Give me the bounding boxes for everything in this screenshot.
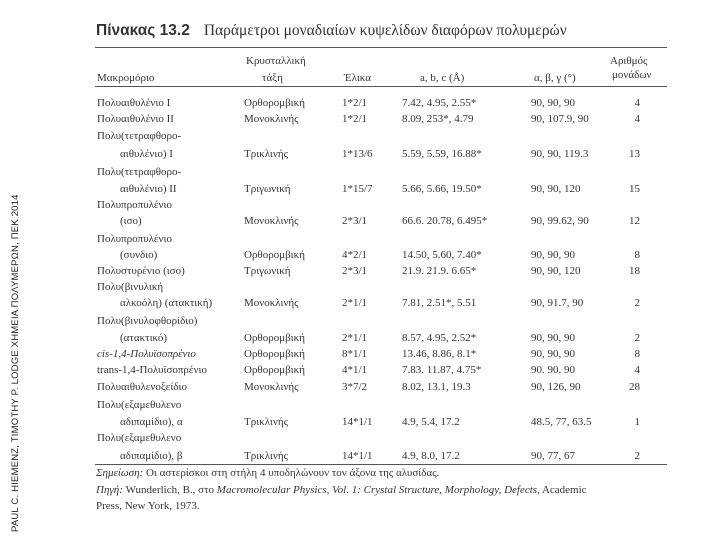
cell-count: 4 (634, 113, 640, 125)
cell-count: 1 (634, 416, 640, 428)
cell-polymer-cont: αδιπαμίδιο), α (120, 416, 183, 428)
cell-polymer-cont: αλκοόλη) (ατακτική) (120, 297, 213, 309)
cell-polymer: Πολυαιθυλένιο II (97, 113, 174, 125)
header-rule (95, 86, 667, 87)
cell-count: 4 (634, 364, 640, 376)
cell-crystal: Μονοκλινής (244, 215, 299, 227)
source-text-2: , Academic (537, 484, 587, 496)
cell-helix: 1*15/7 (342, 183, 373, 195)
cell-polymer-cont: αιθυλένιο) I (120, 148, 173, 160)
cell-helix: 3*7/2 (342, 381, 368, 393)
table-number: Πίνακας 13.2 (96, 22, 190, 39)
cell-count: 8 (634, 249, 640, 261)
cell-crystal: Ορθορομβική (244, 364, 305, 376)
cell-angles: 90, 90, 90 (531, 249, 575, 261)
cell-polymer-cont: (ισο) (120, 215, 142, 227)
header-helix: Έλικα (344, 72, 372, 84)
cell-polymer-cont: αιθυλένιο) II (120, 183, 177, 195)
cell-abc: 5.66, 5.66, 19.50* (402, 183, 482, 195)
cell-angles: 90, 90, 120 (531, 183, 581, 195)
cell-crystal: Τριγωνική (244, 183, 291, 195)
cell-polymer: Πολυ(τετραφθορο- (97, 130, 182, 142)
cell-polymer: Πολυ(βινυλοφθορίδιο) (97, 315, 198, 327)
header-crystal-2: τάξη (262, 72, 283, 84)
cell-polymer: Πολυ(βινυλική (97, 281, 164, 293)
cell-angles: 90, 99.62, 90 (531, 215, 589, 227)
cell-abc: 21.9. 21.9. 6.65* (402, 265, 477, 277)
cell-count: 2 (634, 297, 640, 309)
cell-polymer (97, 348, 196, 360)
cell-helix: 2*1/1 (342, 297, 368, 309)
cell-crystal: Τριγωνική (244, 265, 291, 277)
cell-helix: 1*2/1 (342, 113, 368, 125)
cell-count: 18 (629, 265, 640, 277)
cell-helix: 1*2/1 (342, 97, 368, 109)
cell-count: 8 (634, 348, 640, 360)
cell-count: 15 (629, 183, 640, 195)
cell-abc: 66.6. 20.78, 6.495* (402, 215, 488, 227)
cell-abc: 8.57, 4.95, 2.52* (402, 332, 477, 344)
cell-polymer-cont: (ατακτικό) (120, 332, 167, 344)
cell-abc: 8.02, 13.1, 19.3 (402, 381, 471, 393)
cell-angles: 90, 90, 119.3 (531, 148, 589, 160)
cell-count: 13 (629, 148, 640, 160)
cell-crystal: Μονοκλινής (244, 297, 299, 309)
cell-angles: 90, 126, 90 (531, 381, 581, 393)
cell-count: 12 (629, 215, 640, 227)
cell-count: 2 (634, 332, 640, 344)
cell-crystal: Ορθορομβική (244, 348, 305, 360)
cell-polymer: Πολυ(εξαμεθυλενο (97, 432, 182, 444)
cell-crystal: Ορθορομβική (244, 97, 305, 109)
table-note (96, 467, 439, 479)
cell-polymer-cont: αδιπαμίδιο), β (120, 450, 183, 462)
cell-crystal: Τρικλινής (244, 148, 288, 160)
cell-helix: 4*1/1 (342, 364, 368, 376)
cell-angles: 90, 90, 90 (531, 97, 575, 109)
cell-crystal: Τρικλινής (244, 450, 288, 462)
cell-polymer: trans-1,4-Πολυϊσοπρένιο (97, 364, 207, 376)
cell-polymer-italic: cis-1,4-Πολυϊσοπρένιο (97, 348, 196, 360)
table-caption: Παράμετροι μοναδιαίων κυψελίδων διαφόρων πολυμερών (203, 22, 567, 39)
cell-polymer: Πολυαιθυλένιο I (97, 97, 171, 109)
source-title: Macromolecular Physics, Vol. 1: Crystal Structure, Morphology, Defects (216, 484, 538, 496)
cell-helix: 1*13/6 (342, 148, 373, 160)
header-count-1: Αριθμός (610, 55, 648, 67)
cell-angles: 90, 77, 67 (531, 450, 575, 462)
cell-angles: 90. 90. 90 (531, 364, 575, 376)
cell-angles: 90, 90, 90 (531, 348, 575, 360)
header-angles: α, β, γ (°) (534, 72, 576, 84)
cell-helix: 4*2/1 (342, 249, 368, 261)
cell-abc: 13.46, 8.86, 8.1* (402, 348, 477, 360)
cell-polymer-cont: (συνδιο) (120, 249, 158, 261)
cell-abc: 4.9, 5.4, 17.2 (402, 416, 460, 428)
cell-crystal: Τρικλινής (244, 416, 288, 428)
cell-helix: 14*1/1 (342, 450, 373, 462)
table-title (96, 22, 567, 40)
cell-count: 28 (629, 381, 640, 393)
cell-helix: 2*1/1 (342, 332, 368, 344)
cell-angles: 90, 90, 90 (531, 332, 575, 344)
cell-polymer: Πολυαιθυλενοξείδιο (97, 381, 188, 393)
cell-abc: 8.09, 253*, 4.79 (402, 113, 474, 125)
cell-abc: 7.42, 4.95, 2.55* (402, 97, 477, 109)
cell-helix: 2*3/1 (342, 215, 368, 227)
cell-crystal: Μονοκλινής (244, 381, 299, 393)
cell-angles: 90, 90, 120 (531, 265, 581, 277)
cell-count: 2 (634, 450, 640, 462)
cell-polymer: Πολυπροπυλένιο (97, 199, 172, 211)
note-lead: Σημείωση: (96, 467, 144, 479)
cell-angles: 90, 91.7, 90 (531, 297, 584, 309)
source-text-1: Wunderlich, B., στο (125, 484, 215, 496)
cell-angles: 90, 107.9, 90 (531, 113, 589, 125)
cell-polymer: Πολυ(τετραφθορο- (97, 166, 182, 178)
cell-angles: 48.5, 77, 63.5 (531, 416, 592, 428)
note-text: Οι αστερίσκοι στη στήλη 4 υποδηλώνουν τον άξονα της αλυσίδας. (145, 467, 440, 479)
cell-abc: 4.9, 8.0, 17.2 (402, 450, 460, 462)
cell-crystal: Μονοκλινής (244, 113, 299, 125)
cell-polymer: Πολυπροπυλένιο (97, 233, 172, 245)
cell-abc: 7.81, 2.51*, 5.51 (402, 297, 477, 309)
cell-count: 4 (634, 97, 640, 109)
cell-abc: 5.59, 5.59, 16.88* (402, 148, 482, 160)
cell-helix: 8*1/1 (342, 348, 368, 360)
cell-abc: 14.50, 5.60, 7.40* (402, 249, 482, 261)
cell-polymer: Πολυστυρένιο (ισο) (97, 265, 185, 277)
header-count-2: μονάδων (612, 69, 652, 81)
cell-helix: 2*3/1 (342, 265, 368, 277)
bottom-rule (95, 464, 667, 465)
header-polymer: Μακρομόριο (97, 72, 155, 84)
source-lead: Πηγή: (96, 484, 123, 496)
cell-polymer: Πολυ(εξαμεθυλενο (97, 399, 182, 411)
header-crystal-1: Κρυσταλλική (246, 55, 306, 67)
source-line-2: Press, New York, 1973. (96, 500, 200, 512)
side-caption: PAUL C. HIEMENZ, TIMOTHY P. LODGE ΧΗΜΕΙΑ ΠΟΛΥΜΕΡΩΝ, ΠΕΚ 2014 (10, 194, 21, 532)
top-rule (95, 47, 667, 48)
cell-helix: 14*1/1 (342, 416, 373, 428)
cell-crystal: Ορθορομβική (244, 249, 305, 261)
cell-abc: 7.83. 11.87, 4.75* (402, 364, 482, 376)
cell-crystal: Ορθορομβική (244, 332, 305, 344)
header-abc: a, b, c (Å) (420, 72, 465, 84)
table-source (96, 484, 587, 496)
